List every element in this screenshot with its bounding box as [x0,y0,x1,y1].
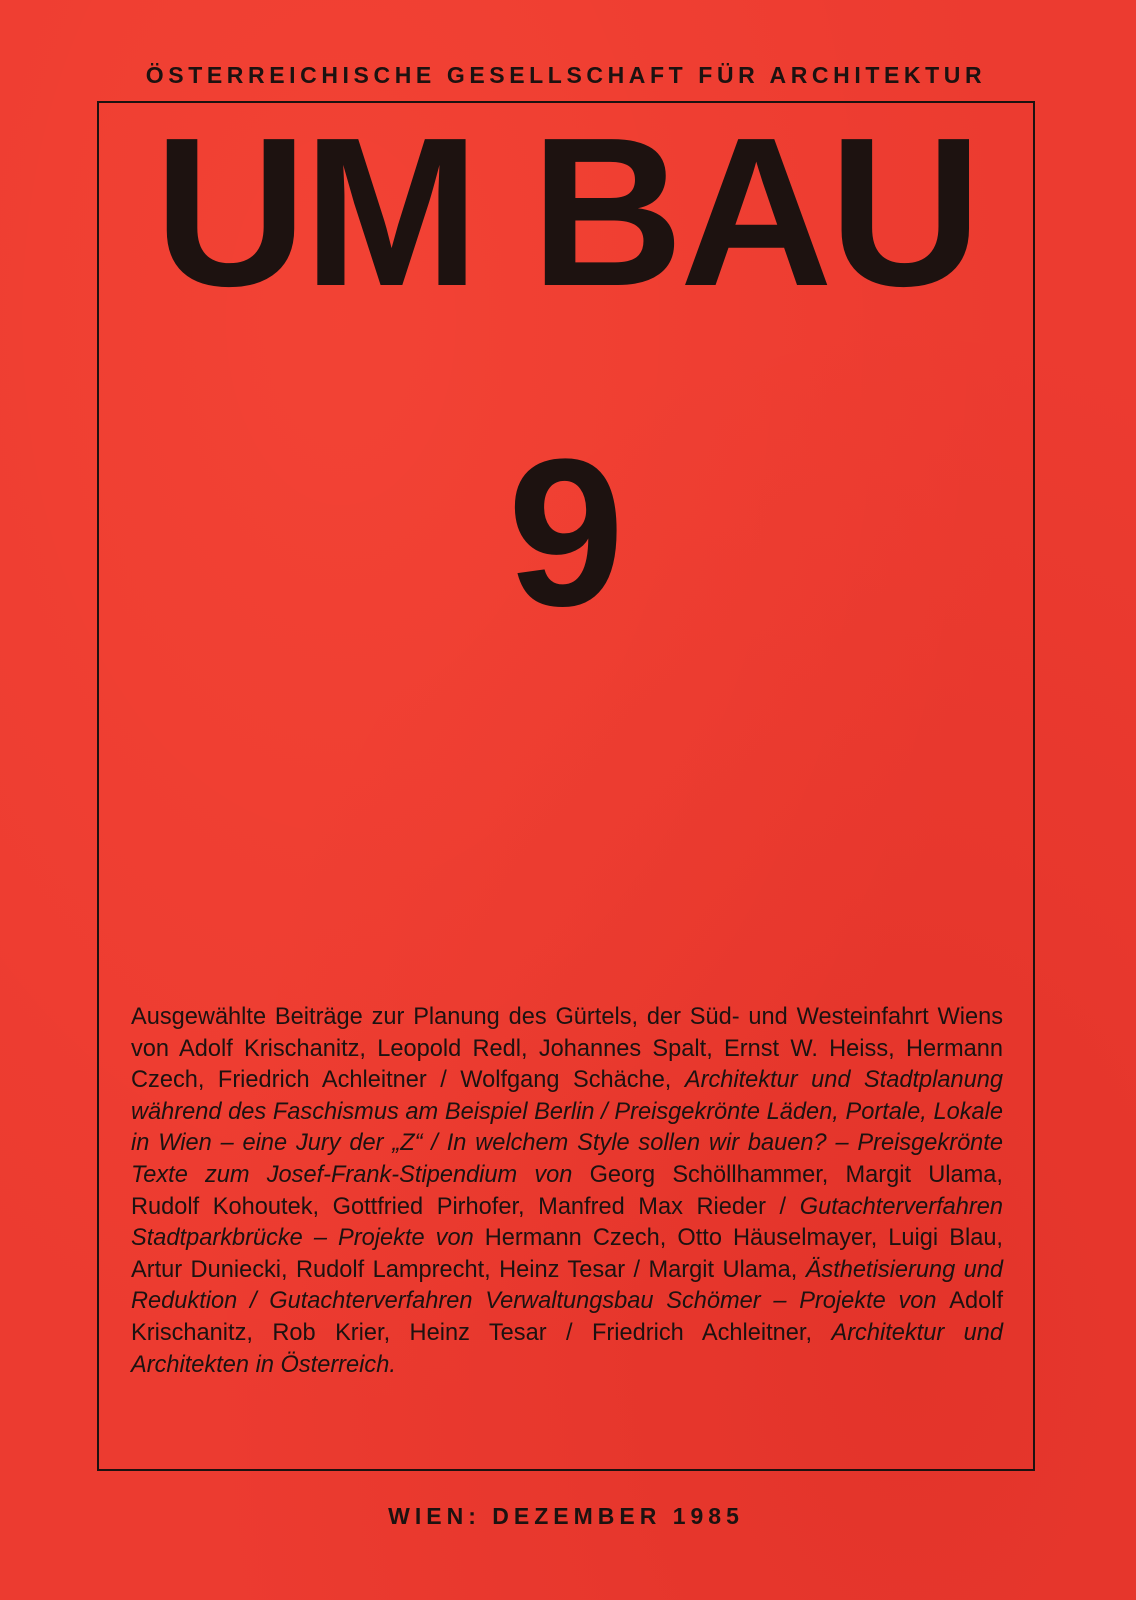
contents-segment: Ausgewählte Beiträge zur Planung des Gürtels, der Süd- und Westeinfahrt Wiens von Adolf Krischanitz, Leopold Redl, Johannes Spalt, Ernst W. Heiss, Hermann Czech, Friedrich Achleitner / Wolfgang Schäche, [131,1004,1003,1094]
issue-date: WIEN: DEZEMBER 1985 [388,1503,744,1529]
contents-segment: Adolf Krischanitz, Rob Krier, Heinz Tesar / Friedrich Achleitner, [131,1288,1003,1346]
contents-segment: Hermann Czech, Otto Häuselmayer, Luigi Blau, Artur Duniecki, Rudolf Lamprecht, Heinz Tesar / Margit Ulama, [131,1225,1003,1283]
contents-segment: Gutachterverfahren Stadtparkbrücke – Projekte von [131,1193,1003,1252]
magazine-title: UM BAU [154,93,978,330]
issue-number: 9 [507,415,625,650]
contents-segment: Architektur und Stadtplanung während des Faschismus am Beispiel Berlin / Preisgekrönte Läden, Portale, Lokale in Wien – eine Jury der „Z“ / In welchem Style sollen wir bauen? – Preisgekrönte Texte zum Josef-Frank-Stipendium von [131,1067,1003,1188]
contents-list [131,1002,1003,1381]
publisher-name: ÖSTERREICHISCHE GESELLSCHAFT FÜR ARCHITEKTUR [145,62,987,88]
contents-segment: Georg Schöllhammer, Margit Ulama, Rudolf Kohoutek, Gottfried Pirhofer, Manfred Max Rieder / [131,1161,1003,1220]
contents-segment: Architektur und Architekten in Österreich. [131,1319,1004,1378]
contents-segment: Ästhetisierung und Reduktion / Gutachterverfahren Verwaltungsbau Schömer – Projekte von [131,1256,1003,1315]
